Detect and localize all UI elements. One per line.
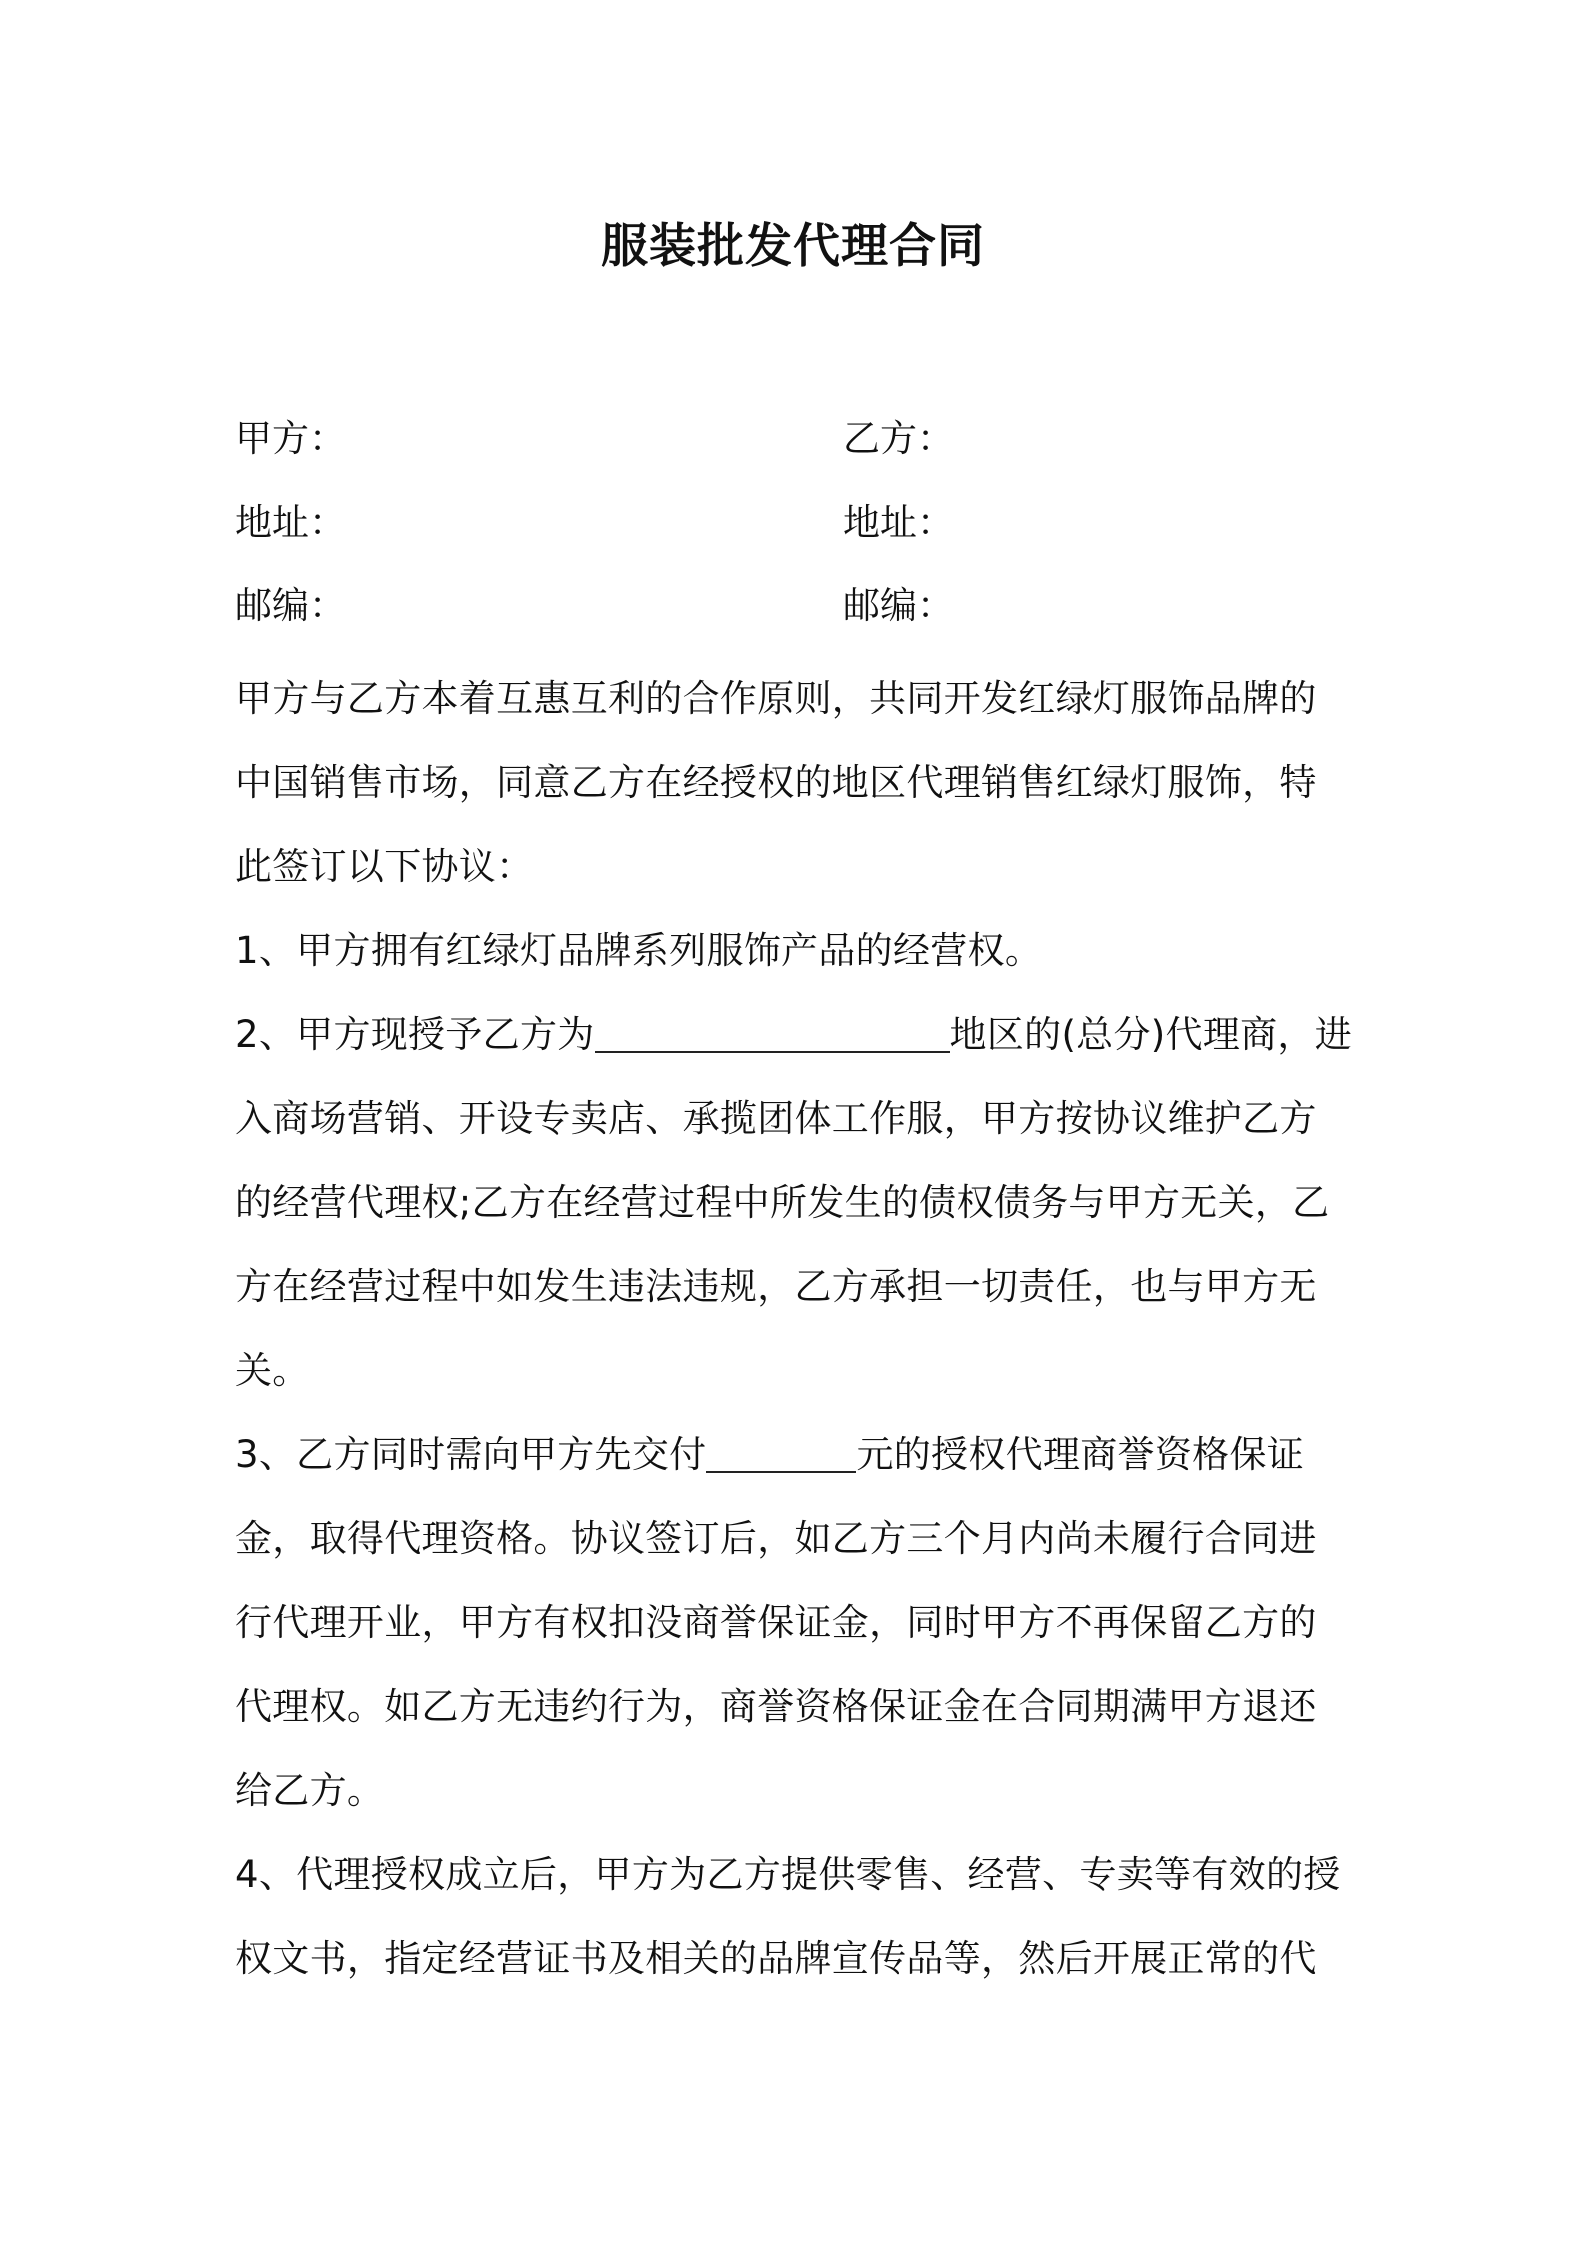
party-a-postcode-label: 邮编： bbox=[235, 584, 346, 627]
clause-2-text-before-blank: 2、甲方现授予乙方为 bbox=[235, 1013, 595, 1056]
party-b-label: 乙方： bbox=[843, 417, 954, 460]
clause-3-line bbox=[235, 1413, 1360, 1497]
party-a-address-label: 地址： bbox=[235, 501, 346, 544]
clause-2-text-after-blank: 地区的(总分)代理商，进 bbox=[949, 1013, 1353, 1056]
clause-2-line: 的经营代理权;乙方在经营过程中所发生的债权债务与甲方无关，乙 bbox=[235, 1181, 1330, 1224]
clause-3-text-after-blank: 元的授权代理商誉资格保证 bbox=[856, 1433, 1305, 1476]
intro-line: 此签订以下协议： bbox=[235, 845, 534, 888]
clause-3-text-before-blank: 3、乙方同时需向甲方先交付 bbox=[235, 1433, 707, 1476]
clause-3-line: 代理权。如乙方无违约行为，商誉资格保证金在合同期满甲方退还 bbox=[235, 1685, 1317, 1728]
region-blank-field[interactable] bbox=[595, 1011, 950, 1053]
clause-4-line: 4、代理授权成立后，甲方为乙方提供零售、经营、专卖等有效的授 bbox=[235, 1853, 1341, 1896]
clause-4-line: 权文书，指定经营证书及相关的品牌宣传品等，然后开展正常的代 bbox=[235, 1937, 1317, 1980]
clause-1-line: 1、甲方拥有红绿灯品牌系列服饰产品的经营权。 bbox=[235, 929, 1043, 972]
intro-line: 中国销售市场，同意乙方在经授权的地区代理销售红绿灯服饰，特 bbox=[235, 761, 1317, 804]
party-b-postcode-label: 邮编： bbox=[843, 584, 954, 627]
contract-body bbox=[235, 657, 1360, 2001]
document-title: 服装批发代理合同 bbox=[601, 219, 985, 274]
intro-line: 甲方与乙方本着互惠互利的合作原则，共同开发红绿灯服饰品牌的 bbox=[235, 677, 1317, 720]
clause-2-line: 方在经营过程中如发生违法违规，乙方承担一切责任，也与甲方无 bbox=[235, 1265, 1317, 1308]
clause-2-line: 入商场营销、开设专卖店、承揽团体工作服，甲方按协议维护乙方 bbox=[235, 1097, 1317, 1140]
clause-3-line: 金，取得代理资格。协议签订后，如乙方三个月内尚未履行合同进 bbox=[235, 1517, 1317, 1560]
clause-3-line: 行代理开业，甲方有权扣没商誉保证金，同时甲方不再保留乙方的 bbox=[235, 1601, 1317, 1644]
clause-3-line: 给乙方。 bbox=[235, 1769, 385, 1812]
clause-2-line: 关。 bbox=[235, 1349, 310, 1392]
party-b-address-label: 地址： bbox=[843, 501, 954, 544]
clause-2-line bbox=[235, 993, 1360, 1077]
deposit-amount-blank-field[interactable] bbox=[706, 1431, 856, 1473]
party-a-label: 甲方： bbox=[235, 417, 346, 460]
